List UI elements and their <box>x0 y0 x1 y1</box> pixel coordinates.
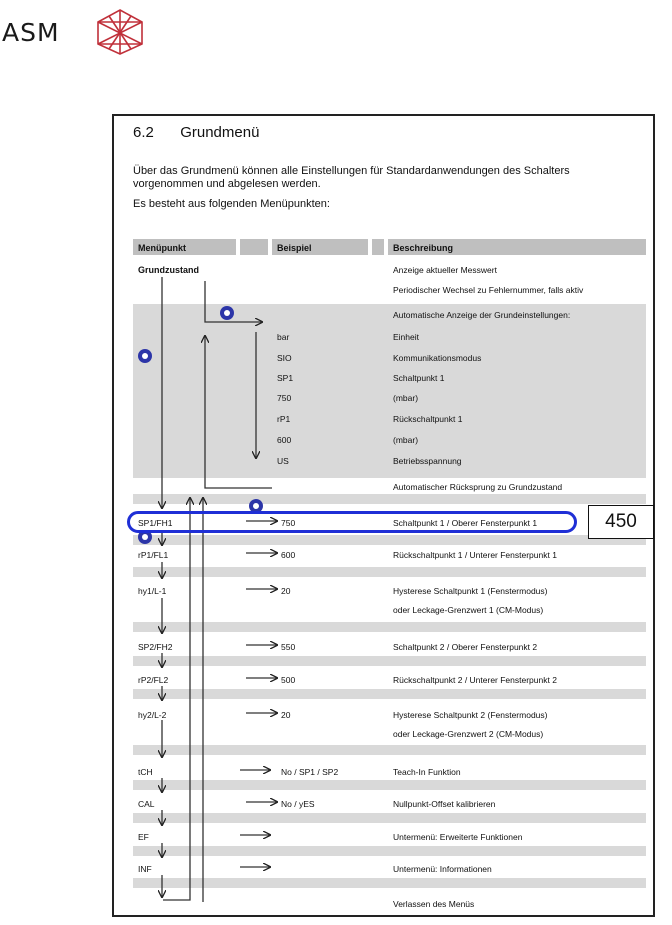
menu-grundzustand: Grundzustand <box>138 265 199 275</box>
menu-item: SP1/FH1 <box>138 518 173 528</box>
grund-desc-2: Periodischer Wechsel zu Fehlernummer, falls aktiv <box>393 285 584 295</box>
auto-return: Automatischer Rücksprung zu Grundzustand <box>393 482 563 492</box>
auto-desc: Betriebsspannung <box>393 456 462 466</box>
menu-example: No / SP1 / SP2 <box>281 767 339 777</box>
menu-desc-2: oder Leckage-Grenzwert 1 (CM-Modus) <box>393 605 544 615</box>
flow-arrow-return <box>163 498 190 900</box>
menu-example: 20 <box>281 710 291 720</box>
menu-desc: Schaltpunkt 2 / Oberer Fensterpunkt 2 <box>393 642 538 652</box>
menu-desc: Rückschaltpunkt 1 / Unterer Fensterpunkt 1 <box>393 550 557 560</box>
menu-item: SP2/FH2 <box>138 642 173 652</box>
menu-example: 600 <box>281 550 296 560</box>
button-icon <box>138 349 152 363</box>
menu-desc: Hysterese Schaltpunkt 1 (Fenstermodus) <box>393 586 548 596</box>
menu-desc: Nullpunkt-Offset kalibrieren <box>393 799 496 809</box>
section-number: 6.2 <box>133 124 154 141</box>
menu-desc: Teach-In Funktion <box>393 767 461 777</box>
menu-example: 550 <box>281 642 296 652</box>
intro-line-1: Über das Grundmenü können alle Einstellungen für Standardanwendungen des Schalters <box>133 165 570 177</box>
menu-example: No / yES <box>281 799 315 809</box>
menu-desc: Hysterese Schaltpunkt 2 (Fenstermodus) <box>393 710 548 720</box>
menu-item: hy1/L-1 <box>138 586 167 596</box>
menu-example: 500 <box>281 675 296 685</box>
brand-name: ASM <box>2 18 60 47</box>
header-example: Beispiel <box>277 243 312 253</box>
auto-desc: Schaltpunkt 1 <box>393 373 445 383</box>
flow-arrow-up <box>205 336 272 488</box>
menu-item: rP2/FL2 <box>138 675 169 685</box>
auto-desc: (mbar) <box>393 393 419 403</box>
callout-value: 450 <box>588 505 654 539</box>
auto-desc: Einheit <box>393 332 419 342</box>
intro-line-3: Es besteht aus folgenden Menüpunkten: <box>133 198 330 210</box>
auto-ex: 750 <box>277 393 292 403</box>
highlight-sp1-row <box>127 511 577 533</box>
auto-ex: SP1 <box>277 373 294 383</box>
auto-desc: Kommunikationsmodus <box>393 353 482 363</box>
header-menu: Menüpunkt <box>138 243 186 253</box>
section-name: Grundmenü <box>180 124 260 141</box>
grund-desc-1: Anzeige aktueller Messwert <box>393 265 497 275</box>
auto-ex: 600 <box>277 435 292 445</box>
auto-ex: bar <box>277 332 290 342</box>
menu-desc: Untermenü: Informationen <box>393 864 492 874</box>
menu-desc: Untermenü: Erweiterte Funktionen <box>393 832 523 842</box>
exit-desc: Verlassen des Menüs <box>393 899 475 909</box>
auto-ex: SIO <box>277 353 292 363</box>
auto-ex: rP1 <box>277 414 291 424</box>
auto-desc-title: Automatische Anzeige der Grundeinstellungen: <box>393 310 571 320</box>
menu-item: tCH <box>138 767 153 777</box>
button-icon <box>220 306 234 320</box>
auto-desc: Rückschaltpunkt 1 <box>393 414 463 424</box>
auto-desc: (mbar) <box>393 435 419 445</box>
menu-item: INF <box>138 864 152 874</box>
intro-line-2: vorgenommen und abgelesen werden. <box>133 178 321 190</box>
menu-desc-2: oder Leckage-Grenzwert 2 (CM-Modus) <box>393 729 544 739</box>
menu-desc: Schaltpunkt 1 / Oberer Fensterpunkt 1 <box>393 518 538 528</box>
header-description: Beschreibung <box>393 243 454 253</box>
flow-arrow-right <box>205 281 262 322</box>
menu-example: 20 <box>281 586 291 596</box>
menu-desc: Rückschaltpunkt 2 / Unterer Fensterpunkt 2 <box>393 675 557 685</box>
auto-ex: US <box>277 456 289 466</box>
menu-item: hy2/L-2 <box>138 710 167 720</box>
menu-item: CAL <box>138 799 155 809</box>
menu-example: 750 <box>281 518 296 528</box>
menu-item: EF <box>138 832 149 842</box>
menu-item: rP1/FL1 <box>138 550 169 560</box>
